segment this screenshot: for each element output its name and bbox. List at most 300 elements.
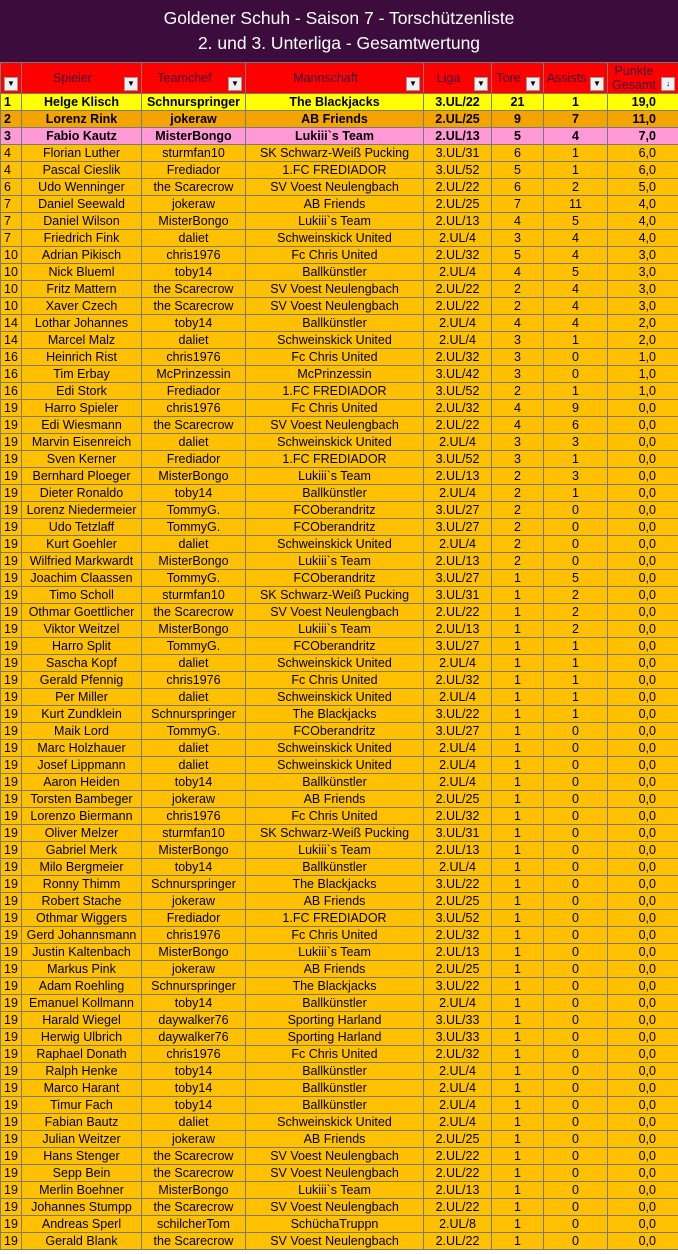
- cell-teamchef: Frediador: [142, 383, 246, 400]
- cell-tore: 1: [492, 774, 544, 791]
- cell-tore: 1: [492, 910, 544, 927]
- cell-assists: 0: [544, 927, 608, 944]
- cell-assists: 0: [544, 502, 608, 519]
- cell-liga: 3.UL/27: [424, 519, 492, 536]
- cell-assists: 0: [544, 1131, 608, 1148]
- table-row: [1, 570, 678, 587]
- cell-spieler: Josef Lippmann: [22, 757, 142, 774]
- cell-assists: 2: [544, 604, 608, 621]
- cell-tore: 2: [492, 281, 544, 298]
- header-tore[interactable]: Tore ▼: [492, 63, 544, 94]
- cell-rank: 19: [1, 910, 22, 927]
- cell-spieler: Merlin Boehner: [22, 1182, 142, 1199]
- cell-liga: 2.UL/25: [424, 111, 492, 128]
- cell-assists: 0: [544, 774, 608, 791]
- cell-spieler: Marc Holzhauer: [22, 740, 142, 757]
- chevron-down-icon[interactable]: ▼: [406, 77, 420, 91]
- sort-descending-icon[interactable]: ↓: [661, 77, 675, 91]
- cell-teamchef: MisterBongo: [142, 842, 246, 859]
- cell-mannschaft: Ballkünstler: [246, 264, 424, 281]
- cell-tore: 1: [492, 1131, 544, 1148]
- table-row: [1, 1199, 678, 1216]
- cell-mannschaft: SK Schwarz-Weiß Pucking: [246, 825, 424, 842]
- table-row: [1, 247, 678, 264]
- cell-spieler: Harro Split: [22, 638, 142, 655]
- cell-assists: 2: [544, 621, 608, 638]
- cell-tore: 3: [492, 451, 544, 468]
- header-assists[interactable]: Assists ▼: [544, 63, 608, 94]
- cell-tore: 1: [492, 1182, 544, 1199]
- table-row: [1, 1046, 678, 1063]
- cell-mannschaft: Fc Chris United: [246, 400, 424, 417]
- cell-liga: 2.UL/13: [424, 213, 492, 230]
- cell-punkte: 0,0: [608, 1097, 678, 1114]
- cell-liga: 3.UL/22: [424, 94, 492, 111]
- table-row: [1, 213, 678, 230]
- cell-spieler: Ralph Henke: [22, 1063, 142, 1080]
- cell-teamchef: MisterBongo: [142, 944, 246, 961]
- cell-punkte: 0,0: [608, 808, 678, 825]
- cell-teamchef: TommyG.: [142, 570, 246, 587]
- cell-assists: 0: [544, 893, 608, 910]
- cell-teamchef: daywalker76: [142, 1029, 246, 1046]
- cell-rank: 10: [1, 298, 22, 315]
- cell-assists: 0: [544, 1165, 608, 1182]
- cell-assists: 1: [544, 485, 608, 502]
- cell-mannschaft: FCOberandritz: [246, 519, 424, 536]
- cell-spieler: Fabio Kautz: [22, 128, 142, 145]
- cell-assists: 0: [544, 1199, 608, 1216]
- table-row: [1, 281, 678, 298]
- cell-rank: 19: [1, 536, 22, 553]
- cell-punkte: 0,0: [608, 1029, 678, 1046]
- cell-liga: 3.UL/42: [424, 366, 492, 383]
- cell-punkte: 0,0: [608, 1199, 678, 1216]
- cell-tore: 1: [492, 978, 544, 995]
- cell-teamchef: MisterBongo: [142, 1182, 246, 1199]
- cell-spieler: Marcel Malz: [22, 332, 142, 349]
- cell-spieler: Justin Kaltenbach: [22, 944, 142, 961]
- cell-tore: 4: [492, 400, 544, 417]
- cell-rank: 19: [1, 570, 22, 587]
- table-row: [1, 825, 678, 842]
- cell-punkte: 2,0: [608, 315, 678, 332]
- cell-mannschaft: Lukiii`s Team: [246, 128, 424, 145]
- cell-rank: 19: [1, 689, 22, 706]
- cell-mannschaft: AB Friends: [246, 196, 424, 213]
- cell-tore: 6: [492, 145, 544, 162]
- cell-teamchef: chris1976: [142, 927, 246, 944]
- cell-teamchef: jokeraw: [142, 791, 246, 808]
- cell-liga: 2.UL/4: [424, 1080, 492, 1097]
- cell-rank: 19: [1, 638, 22, 655]
- cell-liga: 2.UL/4: [424, 332, 492, 349]
- cell-liga: 2.UL/4: [424, 1114, 492, 1131]
- cell-teamchef: chris1976: [142, 808, 246, 825]
- cell-tore: 4: [492, 315, 544, 332]
- table-row: [1, 859, 678, 876]
- cell-punkte: 0,0: [608, 1233, 678, 1250]
- table-row: [1, 995, 678, 1012]
- cell-rank: 2: [1, 111, 22, 128]
- cell-teamchef: toby14: [142, 1097, 246, 1114]
- cell-spieler: Helge Klisch: [22, 94, 142, 111]
- cell-mannschaft: Lukiii`s Team: [246, 1182, 424, 1199]
- cell-rank: 19: [1, 757, 22, 774]
- cell-teamchef: TommyG.: [142, 519, 246, 536]
- cell-mannschaft: AB Friends: [246, 111, 424, 128]
- cell-spieler: Emanuel Kollmann: [22, 995, 142, 1012]
- cell-spieler: Viktor Weitzel: [22, 621, 142, 638]
- cell-teamchef: Frediador: [142, 162, 246, 179]
- table-row: [1, 638, 678, 655]
- cell-tore: 1: [492, 1046, 544, 1063]
- cell-spieler: Timo Scholl: [22, 587, 142, 604]
- cell-punkte: 0,0: [608, 1012, 678, 1029]
- cell-liga: 2.UL/4: [424, 689, 492, 706]
- cell-tore: 2: [492, 468, 544, 485]
- cell-mannschaft: FCOberandritz: [246, 570, 424, 587]
- cell-tore: 1: [492, 604, 544, 621]
- cell-liga: 2.UL/4: [424, 655, 492, 672]
- cell-tore: 1: [492, 638, 544, 655]
- cell-rank: 19: [1, 1216, 22, 1233]
- table-row: [1, 111, 678, 128]
- cell-mannschaft: SV Voest Neulengbach: [246, 1233, 424, 1250]
- cell-punkte: 0,0: [608, 1046, 678, 1063]
- chevron-down-icon[interactable]: ▼: [526, 77, 540, 91]
- chevron-down-icon[interactable]: ▼: [228, 77, 242, 91]
- cell-spieler: Udo Tetzlaff: [22, 519, 142, 536]
- cell-mannschaft: Sporting Harland: [246, 1029, 424, 1046]
- cell-mannschaft: AB Friends: [246, 893, 424, 910]
- cell-punkte: 3,0: [608, 247, 678, 264]
- cell-assists: 0: [544, 1233, 608, 1250]
- cell-punkte: 0,0: [608, 1080, 678, 1097]
- cell-punkte: 2,0: [608, 332, 678, 349]
- cell-liga: 2.UL/4: [424, 434, 492, 451]
- cell-assists: 5: [544, 264, 608, 281]
- cell-rank: 6: [1, 179, 22, 196]
- cell-assists: 0: [544, 740, 608, 757]
- cell-liga: 2.UL/4: [424, 757, 492, 774]
- cell-rank: 19: [1, 842, 22, 859]
- cell-spieler: Edi Wiesmann: [22, 417, 142, 434]
- cell-teamchef: toby14: [142, 485, 246, 502]
- table-row: [1, 655, 678, 672]
- header-liga[interactable]: Liga ▼: [424, 63, 492, 94]
- cell-rank: 19: [1, 791, 22, 808]
- cell-punkte: 0,0: [608, 859, 678, 876]
- cell-tore: 9: [492, 111, 544, 128]
- cell-punkte: 0,0: [608, 1182, 678, 1199]
- cell-spieler: Aaron Heiden: [22, 774, 142, 791]
- cell-teamchef: TommyG.: [142, 723, 246, 740]
- cell-liga: 2.UL/4: [424, 995, 492, 1012]
- cell-rank: 19: [1, 1233, 22, 1250]
- cell-spieler: Dieter Ronaldo: [22, 485, 142, 502]
- cell-rank: 19: [1, 1165, 22, 1182]
- cell-tore: 1: [492, 944, 544, 961]
- cell-liga: 2.UL/25: [424, 961, 492, 978]
- cell-liga: 2.UL/32: [424, 247, 492, 264]
- cell-spieler: Gerd Johannsmann: [22, 927, 142, 944]
- cell-assists: 1: [544, 94, 608, 111]
- cell-teamchef: daliet: [142, 740, 246, 757]
- cell-rank: 19: [1, 468, 22, 485]
- table-row: [1, 757, 678, 774]
- cell-mannschaft: SV Voest Neulengbach: [246, 1165, 424, 1182]
- cell-mannschaft: Fc Chris United: [246, 1046, 424, 1063]
- cell-mannschaft: Fc Chris United: [246, 349, 424, 366]
- table-row: [1, 1131, 678, 1148]
- cell-liga: 3.UL/22: [424, 876, 492, 893]
- cell-teamchef: jokeraw: [142, 196, 246, 213]
- cell-rank: 4: [1, 145, 22, 162]
- cell-teamchef: daliet: [142, 757, 246, 774]
- cell-mannschaft: Schweinskick United: [246, 757, 424, 774]
- cell-liga: 2.UL/25: [424, 196, 492, 213]
- cell-tore: 3: [492, 366, 544, 383]
- cell-spieler: Lorenzo Biermann: [22, 808, 142, 825]
- cell-assists: 0: [544, 961, 608, 978]
- cell-punkte: 0,0: [608, 927, 678, 944]
- cell-mannschaft: Ballkünstler: [246, 1097, 424, 1114]
- cell-spieler: Pascal Cieslik: [22, 162, 142, 179]
- cell-tore: 3: [492, 332, 544, 349]
- title-line-2: 2. und 3. Unterliga - Gesamtwertung: [197, 33, 481, 53]
- cell-rank: 1: [1, 94, 22, 111]
- cell-tore: 1: [492, 859, 544, 876]
- header-mannschaft[interactable]: Mannschaft ▼: [246, 63, 424, 94]
- cell-mannschaft: 1.FC FREDIADOR: [246, 910, 424, 927]
- table-row: [1, 893, 678, 910]
- cell-mannschaft: 1.FC FREDIADOR: [246, 383, 424, 400]
- cell-mannschaft: 1.FC FREDIADOR: [246, 451, 424, 468]
- header-rank[interactable]: [1, 63, 22, 94]
- cell-mannschaft: The Blackjacks: [246, 876, 424, 893]
- cell-mannschaft: AB Friends: [246, 961, 424, 978]
- cell-mannschaft: FCOberandritz: [246, 723, 424, 740]
- cell-mannschaft: Ballkünstler: [246, 859, 424, 876]
- cell-teamchef: jokeraw: [142, 961, 246, 978]
- cell-tore: 1: [492, 791, 544, 808]
- cell-punkte: 0,0: [608, 621, 678, 638]
- cell-teamchef: MisterBongo: [142, 468, 246, 485]
- cell-punkte: 0,0: [608, 451, 678, 468]
- cell-assists: 0: [544, 1046, 608, 1063]
- cell-liga: 2.UL/22: [424, 298, 492, 315]
- table-row: [1, 587, 678, 604]
- cell-tore: 1: [492, 842, 544, 859]
- cell-rank: 19: [1, 417, 22, 434]
- cell-mannschaft: FCOberandritz: [246, 502, 424, 519]
- cell-rank: 19: [1, 1114, 22, 1131]
- cell-rank: 19: [1, 604, 22, 621]
- table-row: [1, 451, 678, 468]
- table-row: [1, 366, 678, 383]
- cell-assists: 7: [544, 111, 608, 128]
- cell-spieler: Friedrich Fink: [22, 230, 142, 247]
- cell-punkte: 0,0: [608, 791, 678, 808]
- cell-liga: 2.UL/13: [424, 944, 492, 961]
- table-row: [1, 961, 678, 978]
- table-row: [1, 1080, 678, 1097]
- cell-assists: 4: [544, 315, 608, 332]
- chevron-down-icon[interactable]: ▼: [474, 77, 488, 91]
- cell-assists: 0: [544, 1012, 608, 1029]
- cell-assists: 1: [544, 672, 608, 689]
- cell-mannschaft: Ballkünstler: [246, 774, 424, 791]
- cell-assists: 0: [544, 910, 608, 927]
- cell-punkte: 3,0: [608, 264, 678, 281]
- cell-liga: 2.UL/22: [424, 604, 492, 621]
- cell-spieler: Robert Stache: [22, 893, 142, 910]
- cell-spieler: Kurt Zundklein: [22, 706, 142, 723]
- header-punkte[interactable]: Punkte Gesamt ↓: [608, 63, 678, 94]
- cell-assists: 1: [544, 689, 608, 706]
- cell-assists: 0: [544, 349, 608, 366]
- cell-liga: 2.UL/8: [424, 1216, 492, 1233]
- cell-tore: 1: [492, 723, 544, 740]
- cell-rank: 19: [1, 995, 22, 1012]
- cell-punkte: 0,0: [608, 757, 678, 774]
- cell-teamchef: toby14: [142, 1063, 246, 1080]
- cell-assists: 1: [544, 145, 608, 162]
- cell-rank: 19: [1, 740, 22, 757]
- cell-tore: 1: [492, 1148, 544, 1165]
- cell-mannschaft: McPrinzessin: [246, 366, 424, 383]
- cell-teamchef: the Scarecrow: [142, 1148, 246, 1165]
- cell-tore: 2: [492, 553, 544, 570]
- table-row: [1, 740, 678, 757]
- chevron-down-icon[interactable]: ▼: [4, 77, 18, 91]
- chevron-down-icon[interactable]: ▼: [124, 77, 138, 91]
- table-row: [1, 706, 678, 723]
- cell-teamchef: daliet: [142, 434, 246, 451]
- chevron-down-icon[interactable]: ▼: [590, 77, 604, 91]
- cell-liga: 2.UL/4: [424, 774, 492, 791]
- cell-teamchef: MisterBongo: [142, 128, 246, 145]
- cell-mannschaft: Lukiii`s Team: [246, 842, 424, 859]
- table-row: [1, 1097, 678, 1114]
- cell-spieler: Fabian Bautz: [22, 1114, 142, 1131]
- cell-mannschaft: Ballkünstler: [246, 1080, 424, 1097]
- cell-spieler: Bernhard Ploeger: [22, 468, 142, 485]
- cell-tore: 1: [492, 1097, 544, 1114]
- cell-rank: 19: [1, 808, 22, 825]
- cell-assists: 0: [544, 876, 608, 893]
- cell-rank: 19: [1, 1080, 22, 1097]
- cell-spieler: Tim Erbay: [22, 366, 142, 383]
- cell-punkte: 0,0: [608, 842, 678, 859]
- cell-teamchef: Frediador: [142, 910, 246, 927]
- cell-rank: 16: [1, 366, 22, 383]
- cell-liga: 3.UL/27: [424, 638, 492, 655]
- cell-liga: 3.UL/31: [424, 145, 492, 162]
- cell-assists: 0: [544, 723, 608, 740]
- cell-spieler: Per Miller: [22, 689, 142, 706]
- table-row: [1, 400, 678, 417]
- table-row: [1, 1114, 678, 1131]
- cell-punkte: 0,0: [608, 1131, 678, 1148]
- cell-assists: 4: [544, 230, 608, 247]
- cell-mannschaft: Lukiii`s Team: [246, 553, 424, 570]
- cell-spieler: Edi Stork: [22, 383, 142, 400]
- cell-punkte: 0,0: [608, 1114, 678, 1131]
- cell-tore: 3: [492, 230, 544, 247]
- header-teamchef[interactable]: Teamchef ▼: [142, 63, 246, 94]
- cell-mannschaft: Schweinskick United: [246, 536, 424, 553]
- cell-punkte: 0,0: [608, 1216, 678, 1233]
- cell-teamchef: sturmfan10: [142, 145, 246, 162]
- cell-tore: 1: [492, 1233, 544, 1250]
- cell-tore: 1: [492, 1165, 544, 1182]
- cell-teamchef: daliet: [142, 230, 246, 247]
- cell-tore: 5: [492, 247, 544, 264]
- cell-mannschaft: FCOberandritz: [246, 638, 424, 655]
- cell-punkte: 0,0: [608, 434, 678, 451]
- cell-teamchef: toby14: [142, 995, 246, 1012]
- cell-tore: 3: [492, 434, 544, 451]
- cell-spieler: Harro Spieler: [22, 400, 142, 417]
- cell-rank: 14: [1, 332, 22, 349]
- cell-assists: 0: [544, 519, 608, 536]
- cell-spieler: Heinrich Rist: [22, 349, 142, 366]
- cell-mannschaft: Ballkünstler: [246, 995, 424, 1012]
- table-row: [1, 536, 678, 553]
- cell-punkte: 7,0: [608, 128, 678, 145]
- cell-teamchef: Schnurspringer: [142, 706, 246, 723]
- cell-rank: 19: [1, 1097, 22, 1114]
- cell-rank: 19: [1, 876, 22, 893]
- cell-punkte: 0,0: [608, 876, 678, 893]
- table-row: [1, 230, 678, 247]
- cell-rank: 19: [1, 859, 22, 876]
- cell-liga: 2.UL/4: [424, 536, 492, 553]
- cell-rank: 19: [1, 502, 22, 519]
- cell-teamchef: chris1976: [142, 400, 246, 417]
- cell-rank: 19: [1, 1131, 22, 1148]
- cell-assists: 1: [544, 383, 608, 400]
- cell-rank: 19: [1, 451, 22, 468]
- cell-assists: 0: [544, 944, 608, 961]
- cell-teamchef: daliet: [142, 655, 246, 672]
- cell-spieler: Herwig Ulbrich: [22, 1029, 142, 1046]
- cell-mannschaft: Schweinskick United: [246, 689, 424, 706]
- cell-rank: 7: [1, 213, 22, 230]
- cell-tore: 1: [492, 621, 544, 638]
- cell-teamchef: the Scarecrow: [142, 281, 246, 298]
- cell-tore: 1: [492, 1216, 544, 1233]
- cell-teamchef: toby14: [142, 774, 246, 791]
- cell-rank: 19: [1, 621, 22, 638]
- cell-teamchef: schilcherTom: [142, 1216, 246, 1233]
- cell-assists: 1: [544, 332, 608, 349]
- table-row: [1, 502, 678, 519]
- cell-punkte: 1,0: [608, 349, 678, 366]
- table-row: [1, 842, 678, 859]
- header-spieler[interactable]: Spieler ▼: [22, 63, 142, 94]
- cell-mannschaft: Ballkünstler: [246, 1063, 424, 1080]
- cell-teamchef: TommyG.: [142, 502, 246, 519]
- cell-liga: 3.UL/31: [424, 825, 492, 842]
- cell-rank: 19: [1, 1148, 22, 1165]
- cell-tore: 1: [492, 1114, 544, 1131]
- cell-rank: 10: [1, 247, 22, 264]
- table-row: [1, 179, 678, 196]
- cell-teamchef: daliet: [142, 689, 246, 706]
